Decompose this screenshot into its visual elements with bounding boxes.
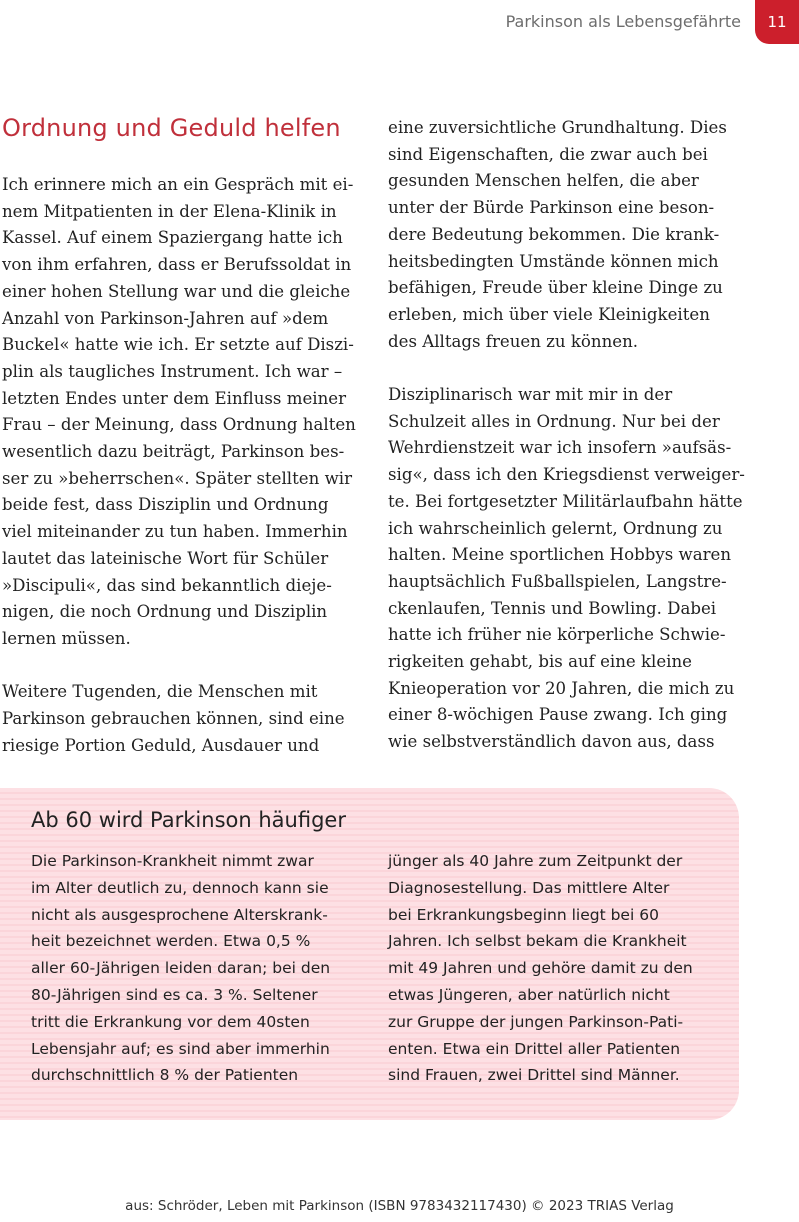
text-line: befähigen, Freude über kleine Dinge zu bbox=[388, 278, 723, 298]
text-line: lernen müssen. bbox=[2, 628, 131, 648]
text-line: halten. Meine sportlichen Hobbys waren bbox=[388, 545, 732, 565]
text-line: dere Bedeutung bekommen. Die krank- bbox=[388, 224, 720, 244]
running-head: Parkinson als Lebensgefährte bbox=[505, 12, 741, 31]
text-line: heitsbedingten Umstände können mich bbox=[388, 251, 719, 271]
text-line: nigen, die noch Ordnung und Disziplin bbox=[2, 602, 328, 622]
info-text-line: zur Gruppe der jungen Parkinson-Pati- bbox=[388, 1012, 684, 1031]
text-line: wie selbstverständlich davon aus, dass bbox=[388, 732, 715, 752]
info-text-line: im Alter deutlich zu, dennoch kann sie bbox=[31, 878, 329, 897]
info-text-line: mit 49 Jahren und gehöre damit zu den bbox=[388, 959, 693, 978]
text-line: plin als taugliches Instrument. Ich war – bbox=[2, 361, 343, 381]
info-box-heading: Ab 60 wird Parkinson häufiger bbox=[31, 808, 346, 832]
article-heading: Ordnung und Geduld helfen bbox=[2, 114, 341, 142]
text-line: riesige Portion Geduld, Ausdauer und bbox=[2, 735, 320, 755]
info-box-left-column bbox=[31, 848, 371, 1089]
text-line: Disziplinarisch war mit mir in der bbox=[388, 385, 673, 405]
info-text-line: Lebensjahr auf; es sind aber immerhin bbox=[31, 1039, 330, 1058]
text-line: »Discipuli«, das sind bekanntlich dieje- bbox=[2, 575, 332, 595]
info-text-line: jünger als 40 Jahre zum Zeitpunkt der bbox=[388, 852, 683, 870]
text-line: erleben, mich über viele Kleinigkeiten bbox=[388, 304, 710, 324]
text-line: sind Eigenschaften, die zwar auch bei bbox=[388, 144, 708, 164]
text-line: Weitere Tugenden, die Menschen mit bbox=[2, 682, 318, 702]
info-box bbox=[0, 788, 739, 1120]
info-text-line: sind Frauen, zwei Drittel sind Männer. bbox=[388, 1066, 680, 1085]
text-line: von ihm erfahren, dass er Berufssoldat in bbox=[2, 255, 352, 275]
text-line: gesunden Menschen helfen, die aber bbox=[388, 171, 699, 191]
info-text-line: nicht als ausgesprochene Alterskrank- bbox=[31, 905, 328, 924]
text-line: letzten Endes unter dem Einfluss meiner bbox=[2, 388, 347, 408]
text-line: ich wahrscheinlich gelernt, Ordnung zu bbox=[388, 518, 723, 538]
text-line: Wehrdienstzeit war ich insofern »aufsäs- bbox=[388, 438, 732, 458]
text-line: Ich erinnere mich an ein Gespräch mit ei- bbox=[2, 175, 354, 194]
text-line: Buckel« hatte wie ich. Er setzte auf Diszi- bbox=[2, 335, 354, 355]
paragraph-gap bbox=[2, 653, 362, 680]
text-line: des Alltags freuen zu können. bbox=[388, 331, 639, 351]
text-line: einer 8-wöchigen Pause zwang. Ich ging bbox=[388, 705, 728, 725]
info-text-line: Diagnosestellung. Das mittlere Alter bbox=[388, 878, 670, 897]
text-line: Knieoperation vor 20 Jahren, die mich zu bbox=[388, 678, 735, 698]
info-text-line: durchschnittlich 8 % der Patienten bbox=[31, 1066, 299, 1085]
text-line: hatte ich früher nie körperliche Schwie- bbox=[388, 625, 726, 645]
text-line: te. Bei fortgesetzter Militärlaufbahn hätte bbox=[388, 491, 743, 511]
text-line: Anzahl von Parkinson-Jahren auf »dem bbox=[2, 308, 329, 328]
info-text-line: 80-Jährigen sind es ca. 3 %. Seltener bbox=[31, 985, 318, 1004]
text-line: unter der Bürde Parkinson eine beson- bbox=[388, 198, 715, 218]
info-text-line: tritt die Erkrankung vor dem 40sten bbox=[31, 1012, 310, 1031]
info-text-line: enten. Etwa ein Drittel aller Patienten bbox=[388, 1039, 681, 1058]
text-line: nem Mitpatienten in der Elena-Klinik in bbox=[2, 201, 337, 221]
text-line: Frau – der Meinung, dass Ordnung halten bbox=[2, 415, 356, 435]
info-text-line: bei Erkrankungsbeginn liegt bei 60 bbox=[388, 905, 659, 924]
article-right-column bbox=[388, 115, 768, 756]
text-line: Parkinson gebrauchen können, sind eine bbox=[2, 709, 345, 729]
info-text-line: etwas Jüngeren, aber natürlich nicht bbox=[388, 985, 670, 1004]
info-text-line: Die Parkinson-Krankheit nimmt zwar bbox=[31, 852, 314, 870]
info-text-line: Jahren. Ich selbst bekam die Krankheit bbox=[388, 932, 687, 951]
text-line: ckenlaufen, Tennis und Bowling. Dabei bbox=[388, 598, 717, 618]
text-line: hauptsächlich Fußballspielen, Langstre- bbox=[388, 571, 727, 591]
paragraph-gap bbox=[388, 355, 768, 382]
page-number: 11 bbox=[755, 0, 799, 44]
text-line: lautet das lateinische Wort für Schüler bbox=[2, 548, 329, 568]
footer-citation: aus: Schröder, Leben mit Parkinson (ISBN 9783432117430) © 2023 TRIAS Verlag bbox=[125, 1198, 674, 1214]
text-line: viel miteinander zu tun haben. Immerhin bbox=[2, 522, 348, 542]
info-text-line: heit bezeichnet werden. Etwa 0,5 % bbox=[31, 932, 311, 951]
info-box-right-column bbox=[388, 848, 728, 1089]
text-line: Schulzeit alles in Ordnung. Nur bei der bbox=[388, 411, 720, 431]
info-text-line: aller 60-Jährigen leiden daran; bei den bbox=[31, 959, 331, 978]
text-line: einer hohen Stellung war und die gleiche bbox=[2, 281, 351, 301]
text-line: ser zu »beherrschen«. Später stellten wir bbox=[2, 468, 353, 488]
text-line: eine zuversichtliche Grundhaltung. Dies bbox=[388, 118, 727, 137]
text-line: Kassel. Auf einem Spaziergang hatte ich bbox=[2, 228, 343, 248]
article-left-column bbox=[2, 172, 362, 759]
text-line: beide fest, dass Disziplin und Ordnung bbox=[2, 495, 329, 515]
text-line: sig«, dass ich den Kriegsdienst verweiger- bbox=[388, 465, 745, 485]
text-line: rigkeiten gehabt, bis auf eine kleine bbox=[388, 652, 692, 672]
text-line: wesentlich dazu beiträgt, Parkinson bes- bbox=[2, 442, 345, 462]
